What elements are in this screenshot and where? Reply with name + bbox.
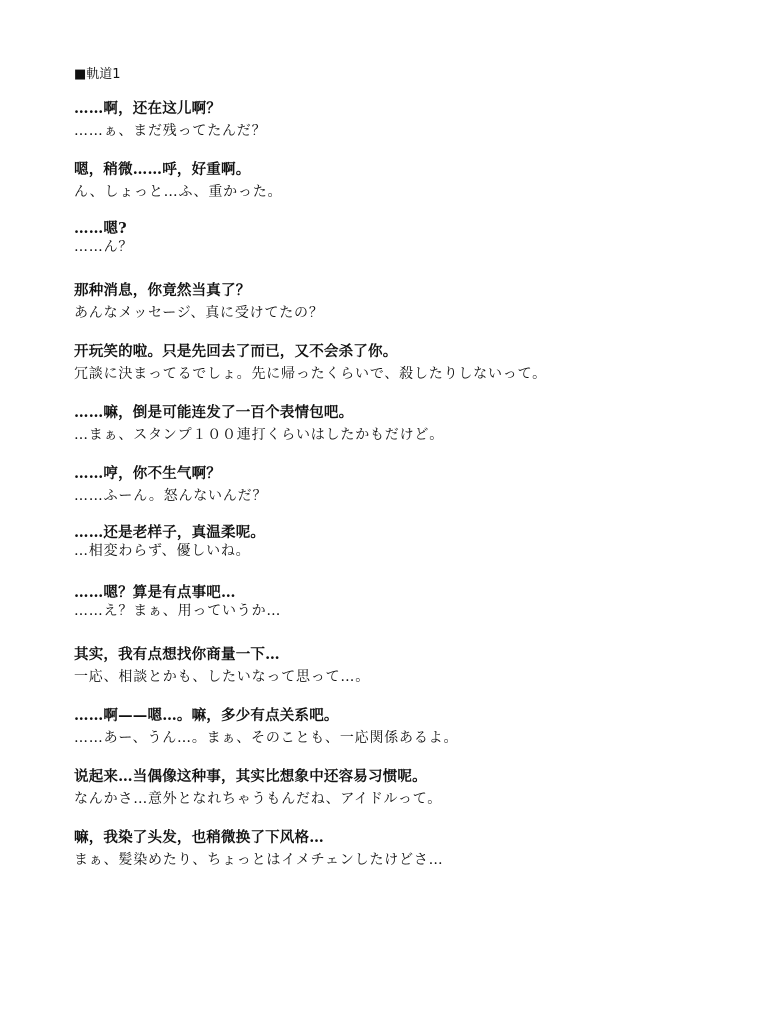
dialogue-pair [74, 402, 734, 446]
japanese-line: ……ふーん。怒んないんだ？ [74, 488, 268, 504]
chinese-line: ……哼，你不生气啊？ [74, 465, 221, 482]
chinese-line: 说起来…当偶像这种事，其实比想象中还容易习惯呢。 [74, 768, 427, 785]
chinese-line: ……啊——嗯…。嘛，多少有点关系吧。 [74, 707, 339, 724]
dialogue-pair [74, 584, 734, 620]
japanese-line: ん、しょっと…ふ、重かった。 [74, 184, 283, 200]
dialogue-pair [74, 341, 734, 385]
japanese-line: ……ん？ [74, 239, 134, 255]
chinese-line: 嘛，我染了头发，也稍微换了下风格… [74, 829, 324, 846]
dialogue-pair [74, 524, 734, 560]
chinese-line: 嗯，稍微……呼，好重啊。 [74, 161, 251, 178]
japanese-line: 一応、相談とかも、したいなって思って…。 [74, 669, 370, 685]
dialogue-pair [74, 827, 734, 871]
chinese-line: ……啊，还在这儿啊？ [74, 100, 221, 117]
dialogue-pair [74, 766, 734, 810]
document-body [74, 66, 734, 888]
dialogue-pair [74, 159, 734, 203]
japanese-line: なんかさ…意外となれちゃうもんだね、アイドルって。 [74, 791, 443, 807]
japanese-line: …まぁ、スタンプ１００連打くらいはしたかもだけど。 [74, 427, 444, 443]
japanese-line: ……ぁ、まだ残ってたんだ？ [74, 123, 267, 139]
chinese-line: 其实，我有点想找你商量一下… [74, 646, 280, 663]
chinese-line: ……嗯？算是有点事吧… [74, 584, 236, 601]
japanese-line: ……あー、うん…。まぁ、そのことも、一応関係あるよ。 [74, 730, 459, 746]
japanese-line: 冗談に決まってるでしょ。先に帰ったくらいで、殺したりしないって。 [74, 366, 547, 382]
japanese-line: ……え？まぁ、用っていうか… [74, 603, 282, 619]
dialogue-pair [74, 280, 734, 324]
dialogue-pair [74, 98, 734, 142]
dialogue-pair [74, 463, 734, 507]
chinese-line: ……还是老样子，真温柔呢。 [74, 524, 266, 541]
dialogue-pair [74, 705, 734, 749]
section-heading: ■軌道1 [74, 67, 121, 82]
chinese-line: ……嘛，倒是可能连发了一百个表情包吧。 [74, 404, 354, 421]
dialogue-pair [74, 644, 734, 688]
chinese-line: 那种消息，你竟然当真了？ [74, 282, 251, 299]
japanese-line: あんなメッセージ、真に受けてたの？ [74, 305, 324, 321]
japanese-line: …相変わらず、優しいね。 [74, 543, 251, 559]
japanese-line: まぁ、髪染めたり、ちょっとはイメチェンしたけどさ… [74, 852, 444, 868]
dialogue-pair [74, 220, 734, 256]
chinese-line: ……嗯? [74, 220, 127, 237]
chinese-line: 开玩笑的啦。只是先回去了而已，又不会杀了你。 [74, 343, 398, 360]
